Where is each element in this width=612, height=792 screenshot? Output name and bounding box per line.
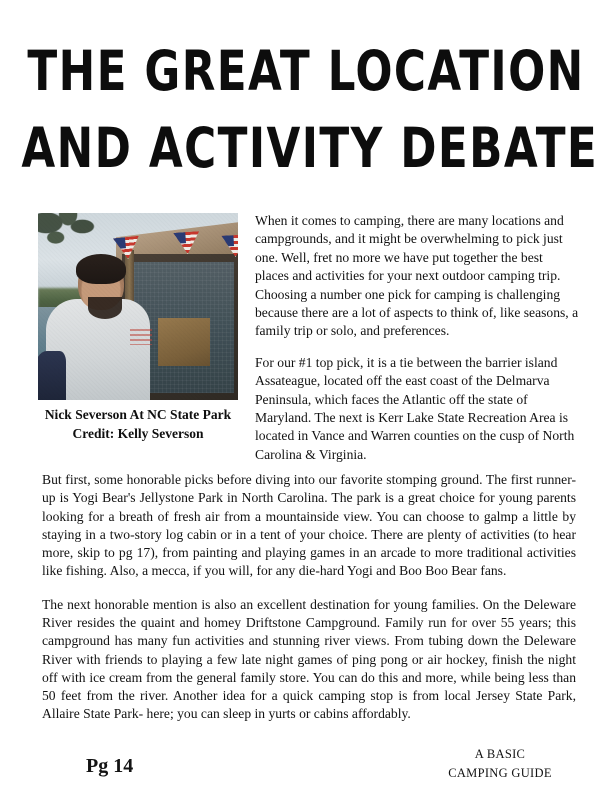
body-paragraph-2: The next honorable mention is also an excellent destination for young families. On the Deleware River resides the quaint and homey Driftstone Campground. Family run for over 55 years; this campground has many fun activities and stunning river views. From tubing down the Deleware River with friends to playing a few late night games of ping pong or air hockey, finish the night off with ice cream from the general family store. You can do this and more, while being less than 50 feet from the river. Another idea for a quick camping stop is from local Jersey State Park, Allaire State Park- here; you can sleep in yurts or cabins affordably. <box>42 596 576 722</box>
photo-person-hair <box>76 254 126 284</box>
guide-title-footer <box>420 745 580 784</box>
intro-column <box>255 212 580 477</box>
photo-foliage <box>38 213 96 255</box>
article-photo <box>38 213 238 400</box>
photo-person-beard <box>88 297 122 319</box>
intro-paragraph-2: For our #1 top pick, it is a tie between the barrier island Assateague, located off the east coast of the Delmarva Peninsula, which faces the Atlantic off the state of Maryland. The next is Kerr Lake State Recreation Area is located in Vance and Warren counties on the cusp of North Carolina & Virginia. <box>255 354 575 462</box>
intro-paragraph-1: When it comes to camping, there are many locations and campgrounds, and it might be overwhelming to pick just one. Well, fret no more we have put together the best places and activities for your next outdoor camping trip. Choosing a number one pick for camping is challenging because there are a lot of aspects to think of, like seasons, a family trip or solo, and preferences. <box>255 213 579 339</box>
body-column <box>42 471 576 739</box>
photo-shirt-logo <box>130 329 152 345</box>
photo-caption <box>30 406 246 443</box>
guide-title-line-1: A BASIC <box>474 747 526 761</box>
title-line-1: THE GREAT LOCATION <box>27 39 585 104</box>
photo-second-person <box>38 351 66 400</box>
photo-wooden-crate <box>158 318 210 367</box>
photo-image <box>38 213 238 400</box>
body-paragraph-1: But first, some honorable picks before diving into our favorite stomping ground. The first runner-up is Yogi Bear's Jellystone Park in North Carolina. The park is a great choice for young parents looking for a breath of fresh air from a mountainside view. You can choose to galmp a little by staying in a two-story log cabin or in a tent of your choice. There are plenty of activities (to hear more, skip to pg 17), from painting and playing games in an arcade to more traditional activities like fishing. Also, a mecca, if you will, for any die-hard Yogi and Boo Boo Bear fans. <box>42 472 576 579</box>
page-number: Pg 14 <box>86 755 134 777</box>
photo-caption-subject: Nick Severson At NC State Park <box>44 407 232 422</box>
guide-title-line-2: CAMPING GUIDE <box>448 766 552 781</box>
title-line-2: AND ACTIVITY DEBATE <box>21 116 599 181</box>
photo-caption-credit: Credit: Kelly Severson <box>72 425 204 441</box>
page-title <box>0 39 612 181</box>
